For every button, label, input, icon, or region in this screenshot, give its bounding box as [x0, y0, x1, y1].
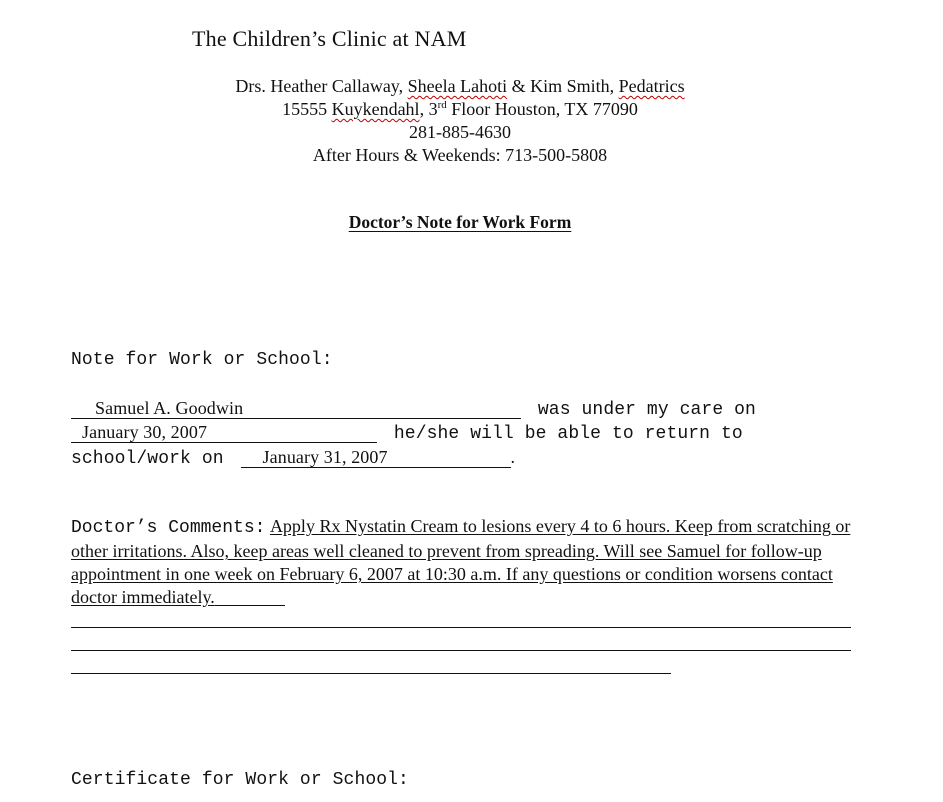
doctors-mid: & Kim Smith,: [507, 76, 619, 96]
note-line-3: [71, 447, 515, 469]
care-date-field[interactable]: January 30, 2007: [71, 422, 377, 443]
certificate-section-label: Certificate for Work or School:: [71, 770, 409, 790]
form-title: [0, 212, 920, 233]
school-work-text: school/work on: [71, 449, 224, 469]
doctor-sheela: Sheela Lahoti: [407, 76, 508, 96]
form-title-text: Doctor’s Note for Work Form: [348, 212, 572, 232]
after-hours-line: After Hours & Weekends: 713-500-5808: [312, 145, 608, 165]
note-line-1: [71, 398, 756, 420]
doctor-comments: [71, 515, 861, 609]
return-date-field[interactable]: January 31, 2007: [241, 447, 511, 468]
under-care-text: was under my care on: [537, 400, 756, 420]
comment-blank-line-2[interactable]: [71, 650, 851, 651]
patient-name-field[interactable]: Samuel A. Goodwin: [71, 398, 521, 419]
doctors-line: [0, 76, 920, 97]
period: .: [510, 447, 516, 467]
comment-blank-line-1[interactable]: [71, 627, 851, 628]
specialty: Pedatrics: [618, 76, 685, 96]
address-street: Kuykendahl: [331, 99, 420, 119]
comments-text[interactable]: Apply Rx Nystatin Cream to lesions every 4 to 6 hours. Keep from scratching or other irritations. Also, keep areas well cleaned to prevent from spreading. Will see Samuel for follow-up appointment in one week on February 6, 2007 at 10:30 a.m. If any questions or condition worsens contact doctor immediately.: [71, 516, 851, 607]
note-section-label: Note for Work or School:: [71, 350, 333, 370]
return-text: he/she will be able to return to: [393, 424, 743, 444]
address-floor: , 3: [419, 99, 438, 119]
phone-line: 281-885-4630: [409, 122, 511, 142]
clinic-name: The Children’s Clinic at NAM: [192, 26, 467, 51]
address-line: [0, 99, 920, 120]
address-rest: Floor Houston, TX 77090: [446, 99, 638, 119]
address-floor-sup: rd: [437, 99, 447, 111]
comments-trailing-blank: [215, 587, 285, 606]
note-line-2: [71, 422, 743, 444]
comment-blank-line-3[interactable]: [71, 673, 671, 674]
comments-label: Doctor’s Comments:: [71, 518, 266, 538]
doctors-prefix: Drs. Heather Callaway,: [235, 76, 408, 96]
address-number: 15555: [282, 99, 332, 119]
